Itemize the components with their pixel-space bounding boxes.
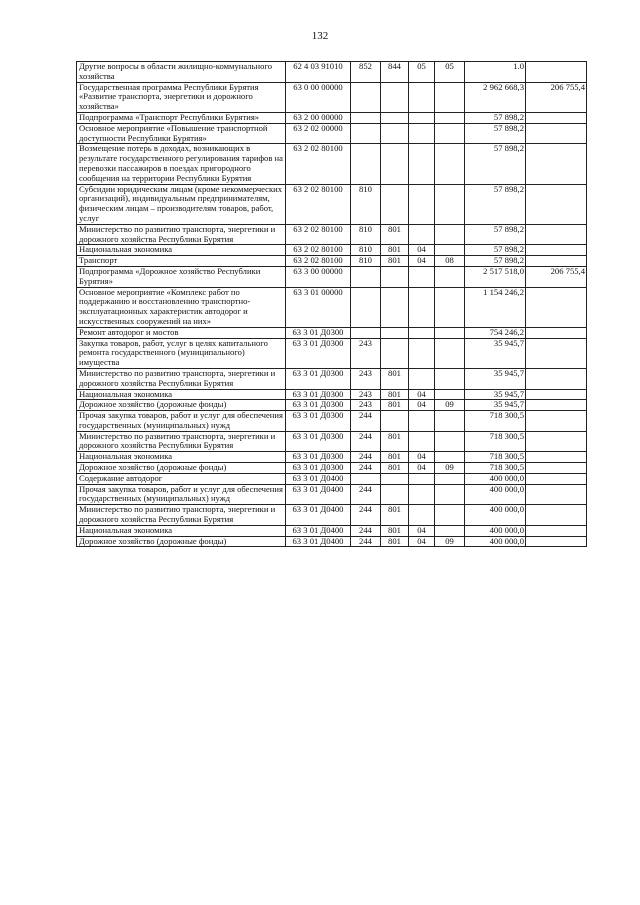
cell-target-code: 63 3 01 00000 <box>286 287 351 327</box>
cell-name: Закупка товаров, работ, услуг в целях капитального ремонта государственного (муниципального) имущества <box>77 338 286 368</box>
cell-rz: 801 <box>381 536 409 547</box>
table-row <box>77 245 587 256</box>
cell-name: Министерство по развитию транспорта, энергетики и дорожного хозяйства Республики Бурятия <box>77 224 286 245</box>
cell-grbs: 810 <box>351 224 381 245</box>
budget-table <box>76 61 587 547</box>
cell-rz: 801 <box>381 431 409 452</box>
cell-vr <box>435 224 465 245</box>
cell-vr <box>435 287 465 327</box>
table-row <box>77 368 587 389</box>
cell-rz <box>381 484 409 505</box>
cell-pr <box>409 287 435 327</box>
cell-name: Другие вопросы в области жилищно-коммунального хозяйства <box>77 62 286 83</box>
cell-sum-2 <box>526 144 587 184</box>
table-row <box>77 411 587 432</box>
cell-rz <box>381 112 409 123</box>
cell-pr <box>409 411 435 432</box>
cell-sum-1: 57 898,2 <box>465 224 526 245</box>
cell-pr: 04 <box>409 452 435 463</box>
cell-grbs <box>351 112 381 123</box>
cell-sum-1: 718 300,5 <box>465 411 526 432</box>
cell-sum-2 <box>526 256 587 267</box>
cell-target-code: 63 3 01 Д0300 <box>286 431 351 452</box>
cell-sum-1: 35 945,7 <box>465 389 526 400</box>
cell-pr: 04 <box>409 525 435 536</box>
cell-grbs: 810 <box>351 184 381 224</box>
cell-pr <box>409 473 435 484</box>
cell-name: Транспорт <box>77 256 286 267</box>
cell-sum-1: 2 962 668,3 <box>465 82 526 112</box>
cell-vr: 09 <box>435 400 465 411</box>
cell-sum-2 <box>526 473 587 484</box>
cell-sum-2 <box>526 338 587 368</box>
cell-name: Министерство по развитию транспорта, энергетики и дорожного хозяйства Республики Бурятия <box>77 368 286 389</box>
cell-pr <box>409 505 435 526</box>
cell-sum-1: 1.0 <box>465 62 526 83</box>
cell-rz: 801 <box>381 368 409 389</box>
table-row <box>77 400 587 411</box>
cell-vr <box>435 184 465 224</box>
table-row <box>77 123 587 144</box>
cell-rz <box>381 473 409 484</box>
cell-target-code: 63 3 01 Д0300 <box>286 452 351 463</box>
table-row <box>77 463 587 474</box>
cell-rz: 801 <box>381 245 409 256</box>
cell-sum-1: 400 000,0 <box>465 536 526 547</box>
cell-rz <box>381 411 409 432</box>
table-row <box>77 431 587 452</box>
cell-grbs: 244 <box>351 505 381 526</box>
table-row <box>77 484 587 505</box>
cell-pr <box>409 338 435 368</box>
cell-rz: 801 <box>381 224 409 245</box>
table-row <box>77 82 587 112</box>
cell-target-code: 63 3 01 Д0300 <box>286 389 351 400</box>
cell-name: Министерство по развитию транспорта, энергетики и дорожного хозяйства Республики Бурятия <box>77 431 286 452</box>
cell-sum-1: 57 898,2 <box>465 144 526 184</box>
cell-pr: 05 <box>409 62 435 83</box>
cell-target-code: 63 2 02 80100 <box>286 256 351 267</box>
cell-name: Дорожное хозяйство (дорожные фонды) <box>77 400 286 411</box>
cell-sum-2 <box>526 452 587 463</box>
cell-target-code: 63 2 02 80100 <box>286 184 351 224</box>
cell-vr <box>435 431 465 452</box>
cell-target-code: 63 3 01 Д0400 <box>286 536 351 547</box>
cell-pr: 04 <box>409 245 435 256</box>
table-row <box>77 452 587 463</box>
cell-sum-2 <box>526 389 587 400</box>
cell-grbs: 244 <box>351 536 381 547</box>
cell-grbs: 244 <box>351 411 381 432</box>
cell-pr <box>409 368 435 389</box>
cell-name: Дорожное хозяйство (дорожные фонды) <box>77 463 286 474</box>
cell-target-code: 63 2 02 80100 <box>286 144 351 184</box>
cell-name: Содержание автодорог <box>77 473 286 484</box>
cell-grbs <box>351 473 381 484</box>
cell-sum-2 <box>526 505 587 526</box>
cell-name: Прочая закупка товаров, работ и услуг для обеспечения государственных (муниципальных) нужд <box>77 411 286 432</box>
table-row <box>77 184 587 224</box>
cell-sum-1: 35 945,7 <box>465 338 526 368</box>
cell-grbs: 244 <box>351 431 381 452</box>
cell-grbs <box>351 144 381 184</box>
table-row <box>77 505 587 526</box>
cell-sum-1: 718 300,5 <box>465 463 526 474</box>
cell-vr <box>435 505 465 526</box>
cell-grbs <box>351 266 381 287</box>
table-row <box>77 256 587 267</box>
cell-rz <box>381 266 409 287</box>
table-row <box>77 525 587 536</box>
cell-grbs: 243 <box>351 338 381 368</box>
cell-grbs: 810 <box>351 256 381 267</box>
table-row <box>77 62 587 83</box>
cell-pr <box>409 144 435 184</box>
cell-sum-2 <box>526 62 587 83</box>
cell-target-code: 62 4 03 91010 <box>286 62 351 83</box>
cell-vr <box>435 327 465 338</box>
cell-sum-2 <box>526 368 587 389</box>
cell-sum-1: 57 898,2 <box>465 245 526 256</box>
cell-grbs <box>351 287 381 327</box>
cell-sum-1: 35 945,7 <box>465 368 526 389</box>
cell-vr <box>435 473 465 484</box>
cell-vr: 09 <box>435 536 465 547</box>
cell-name: Возмещение потерь в доходах, возникающих в результате государственного регулирования тарифов на перевозки пассажиров в поездах пригородного сообщения на территории Республики Бурятия <box>77 144 286 184</box>
cell-sum-2 <box>526 112 587 123</box>
cell-grbs: 243 <box>351 400 381 411</box>
table-row <box>77 266 587 287</box>
cell-name: Национальная экономика <box>77 245 286 256</box>
cell-sum-1: 35 945,7 <box>465 400 526 411</box>
cell-grbs: 852 <box>351 62 381 83</box>
cell-name: Государственная программа Республики Бурятия «Развитие транспорта, энергетики и дорожного хозяйства» <box>77 82 286 112</box>
cell-grbs: 243 <box>351 368 381 389</box>
table-row <box>77 224 587 245</box>
cell-rz: 801 <box>381 400 409 411</box>
table-row <box>77 338 587 368</box>
cell-target-code: 63 3 01 Д0300 <box>286 411 351 432</box>
cell-target-code: 63 0 00 00000 <box>286 82 351 112</box>
table-row <box>77 536 587 547</box>
cell-pr: 04 <box>409 463 435 474</box>
cell-sum-1: 400 000,0 <box>465 484 526 505</box>
cell-grbs: 810 <box>351 245 381 256</box>
table-row <box>77 473 587 484</box>
cell-pr: 04 <box>409 256 435 267</box>
cell-sum-1: 57 898,2 <box>465 184 526 224</box>
cell-target-code: 63 3 00 00000 <box>286 266 351 287</box>
cell-name: Дорожное хозяйство (дорожные фонды) <box>77 536 286 547</box>
cell-pr <box>409 431 435 452</box>
cell-grbs <box>351 123 381 144</box>
cell-vr <box>435 82 465 112</box>
cell-vr <box>435 368 465 389</box>
cell-rz: 844 <box>381 62 409 83</box>
cell-sum-2 <box>526 484 587 505</box>
cell-pr <box>409 224 435 245</box>
cell-rz <box>381 184 409 224</box>
cell-vr <box>435 411 465 432</box>
cell-vr <box>435 266 465 287</box>
cell-rz <box>381 327 409 338</box>
cell-name: Национальная экономика <box>77 525 286 536</box>
table-row <box>77 327 587 338</box>
cell-sum-2 <box>526 184 587 224</box>
cell-vr <box>435 245 465 256</box>
cell-sum-1: 400 000,0 <box>465 525 526 536</box>
cell-sum-1: 57 898,2 <box>465 123 526 144</box>
table-row <box>77 112 587 123</box>
cell-rz: 801 <box>381 505 409 526</box>
cell-rz: 801 <box>381 463 409 474</box>
cell-pr <box>409 123 435 144</box>
cell-sum-1: 57 898,2 <box>465 112 526 123</box>
cell-rz <box>381 82 409 112</box>
cell-sum-2 <box>526 525 587 536</box>
cell-sum-2 <box>526 224 587 245</box>
cell-name: Основное мероприятие «Комплекс работ по поддержанию и восстановлению транспортно-эксплуатационных характеристик автодорог и искусственных сооружений на них» <box>77 287 286 327</box>
cell-grbs: 244 <box>351 463 381 474</box>
cell-target-code: 63 3 01 Д0300 <box>286 338 351 368</box>
cell-target-code: 63 2 02 80100 <box>286 245 351 256</box>
cell-rz: 801 <box>381 525 409 536</box>
cell-sum-2 <box>526 245 587 256</box>
cell-grbs: 244 <box>351 525 381 536</box>
cell-pr: 04 <box>409 536 435 547</box>
cell-vr: 09 <box>435 463 465 474</box>
cell-target-code: 63 3 01 Д0300 <box>286 368 351 389</box>
cell-sum-2 <box>526 431 587 452</box>
cell-pr <box>409 266 435 287</box>
cell-target-code: 63 3 01 Д0300 <box>286 327 351 338</box>
cell-grbs: 243 <box>351 389 381 400</box>
page-number: 132 <box>311 30 329 42</box>
cell-sum-1: 400 000,0 <box>465 473 526 484</box>
cell-pr <box>409 112 435 123</box>
cell-rz: 801 <box>381 389 409 400</box>
cell-rz: 801 <box>381 452 409 463</box>
cell-target-code: 63 3 01 Д0400 <box>286 484 351 505</box>
cell-sum-2 <box>526 287 587 327</box>
cell-sum-2: 206 755,4 <box>526 82 587 112</box>
cell-rz <box>381 144 409 184</box>
table-row <box>77 144 587 184</box>
cell-name: Национальная экономика <box>77 389 286 400</box>
cell-sum-1: 400 000,0 <box>465 505 526 526</box>
table-row <box>77 287 587 327</box>
cell-vr <box>435 338 465 368</box>
cell-sum-1: 57 898,2 <box>465 256 526 267</box>
cell-rz <box>381 123 409 144</box>
cell-vr: 08 <box>435 256 465 267</box>
cell-sum-2 <box>526 411 587 432</box>
cell-pr <box>409 327 435 338</box>
cell-sum-2: 206 755,4 <box>526 266 587 287</box>
table-body <box>77 62 587 547</box>
cell-name: Основное мероприятие «Повышение транспортной доступности Республики Бурятия» <box>77 123 286 144</box>
cell-target-code: 63 3 01 Д0400 <box>286 505 351 526</box>
cell-name: Министерство по развитию транспорта, энергетики и дорожного хозяйства Республики Бурятия <box>77 505 286 526</box>
cell-pr: 04 <box>409 389 435 400</box>
cell-grbs <box>351 82 381 112</box>
cell-sum-1: 2 517 518,0 <box>465 266 526 287</box>
cell-vr <box>435 484 465 505</box>
cell-rz <box>381 338 409 368</box>
cell-sum-2 <box>526 536 587 547</box>
cell-sum-1: 718 300,5 <box>465 452 526 463</box>
cell-rz <box>381 287 409 327</box>
cell-pr <box>409 184 435 224</box>
cell-name: Ремонт автодорог и мостов <box>77 327 286 338</box>
cell-sum-2 <box>526 123 587 144</box>
cell-rz: 801 <box>381 256 409 267</box>
cell-grbs <box>351 327 381 338</box>
cell-sum-1: 718 300,5 <box>465 431 526 452</box>
cell-sum-2 <box>526 463 587 474</box>
cell-target-code: 63 2 00 00000 <box>286 112 351 123</box>
cell-vr <box>435 525 465 536</box>
cell-vr <box>435 144 465 184</box>
cell-grbs: 244 <box>351 484 381 505</box>
cell-target-code: 63 2 02 80100 <box>286 224 351 245</box>
cell-target-code: 63 3 01 Д0400 <box>286 473 351 484</box>
cell-sum-1: 1 154 246,2 <box>465 287 526 327</box>
cell-target-code: 63 3 01 Д0300 <box>286 463 351 474</box>
cell-grbs: 244 <box>351 452 381 463</box>
cell-name: Подпрограмма «Транспорт Республики Бурятия» <box>77 112 286 123</box>
cell-target-code: 63 3 01 Д0400 <box>286 525 351 536</box>
cell-sum-1: 754 246,2 <box>465 327 526 338</box>
cell-sum-2 <box>526 400 587 411</box>
cell-target-code: 63 2 02 00000 <box>286 123 351 144</box>
cell-vr: 05 <box>435 62 465 83</box>
cell-name: Прочая закупка товаров, работ и услуг для обеспечения государственных (муниципальных) нужд <box>77 484 286 505</box>
cell-sum-2 <box>526 327 587 338</box>
cell-name: Подпрограмма «Дорожное хозяйство Республики Бурятия» <box>77 266 286 287</box>
cell-pr: 04 <box>409 400 435 411</box>
table-row <box>77 389 587 400</box>
cell-pr <box>409 484 435 505</box>
cell-vr <box>435 112 465 123</box>
cell-name: Субсидии юридическим лицам (кроме некоммерческих организаций), индивидуальным предпринимателям, физическим лицам – производителям товаров, работ, услуг <box>77 184 286 224</box>
cell-vr <box>435 452 465 463</box>
cell-vr <box>435 123 465 144</box>
cell-target-code: 63 3 01 Д0300 <box>286 400 351 411</box>
cell-pr <box>409 82 435 112</box>
cell-vr <box>435 389 465 400</box>
cell-name: Национальная экономика <box>77 452 286 463</box>
